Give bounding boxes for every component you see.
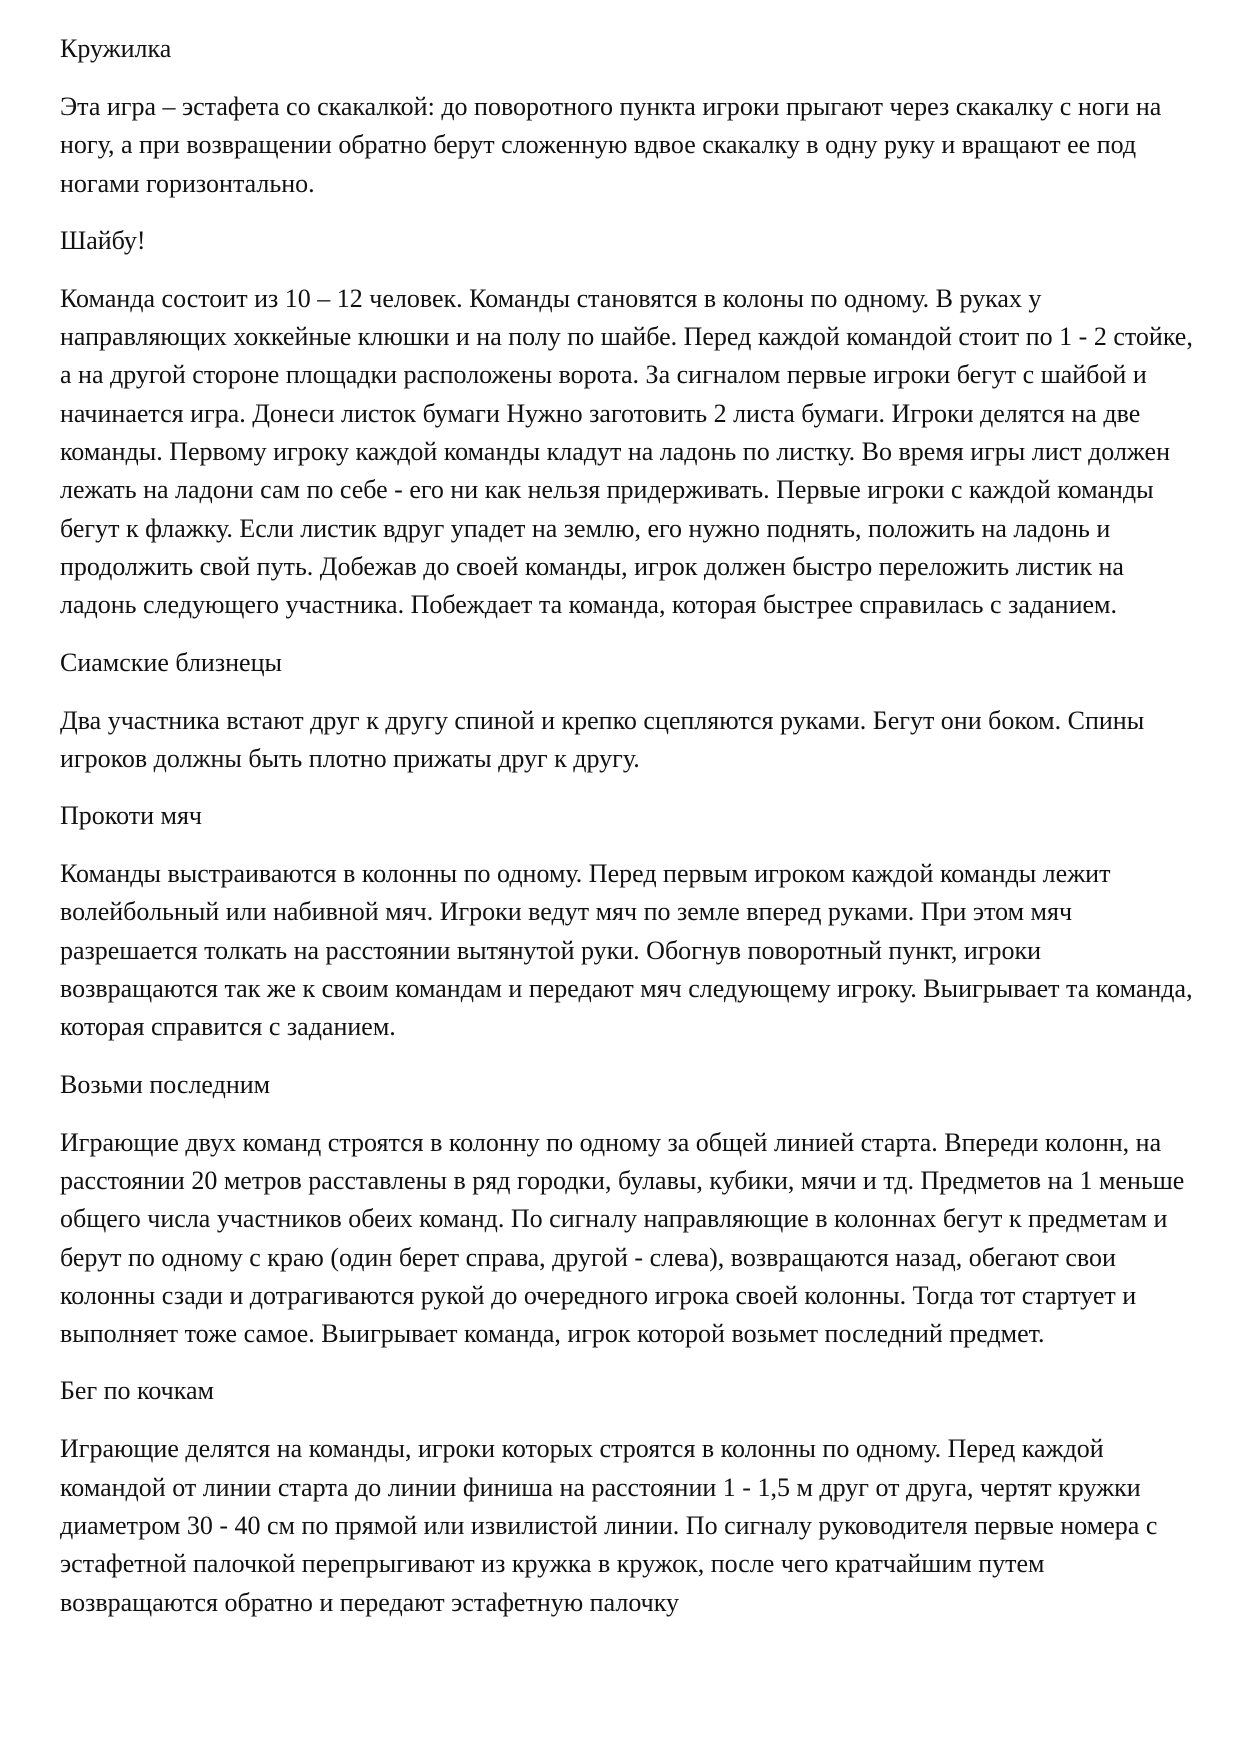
section-title: Прокоти мяч: [60, 801, 203, 831]
section-title: Бег по кочкам: [60, 1376, 214, 1406]
section-title: Возьми последним: [60, 1069, 271, 1099]
section-text: Играющие двух команд строятся в колонну по одному за общей линией старта. Впереди колонн, на расстоянии 20 метров расставлены в ряд городки, булавы, кубики, мячи и тд. Предметов на 1 меньше общего числа участников обеих команд. По сигналу направляющие в колоннах бегут к предметам и берут по одному с краю (один берет справа, другой - слева), возвращаются назад, обегают свои колонны сзади и дотрагиваются рукой до очередного игрока своей колонны. Тогда тот стартует и выполняет тоже самое. Выигрывает команда, игрок которой возьмет последний предмет.: [60, 1127, 1185, 1349]
section-shaibu: [60, 222, 1200, 625]
section-prokoti-myach: [60, 797, 1200, 1046]
section-text: Команда состоит из 10 – 12 человек. Команды становятся в колоны по одному. В руках у направляющих хоккейные клюшки и на полу по шайбе. Перед каждой командой стоит по 1 - 2 стойке, а на другой стороне площадки расположены ворота. За сигналом первые игроки бегут с шайбой и начинается игра. Донеси листок бумаги Нужно заготовить 2 листа бумаги. Игроки делятся на две команды. Первому игроку каждой команды кладут на ладонь по листку. Во время игры лист должен лежать на ладони сам по себе - его ни как нельзя придерживать. Первые игроки с каждой команды бегут к флажку. Если листик вдруг упадет на землю, его нужно поднять, положить на ладонь и продолжить свой путь. Добежав до своей команды, игрок должен быстро переложить листик на ладонь следующего участника. Побеждает та команда, которая быстрее справилась с заданием.: [60, 283, 1193, 620]
section-text: Команды выстраиваются в колонны по одному. Перед первым игроком каждой команды лежит волейбольный или набивной мяч. Игроки ведут мяч по земле вперед руками. При этом мяч разрешается толкать на расстоянии вытянутой руки. Обогнув поворотный пункт, игроки возвращаются так же к своим командам и передают мяч следующему игроку. Выигрывает та команда, которая справится с заданием.: [60, 859, 1193, 1042]
section-siamskie-bliznecy: [60, 644, 1200, 779]
section-text: Играющие делятся на команды, игроки которых строятся в колонны по одному. Перед каждой командой от линии старта до линии финиша на расстоянии 1 - 1,5 м друг от друга, чертят кружки диаметром 30 - 40 см по прямой или извилистой линии. По сигналу руководителя первые номера с эстафетной палочкой перепрыгивают из кружка в кружок, после чего кратчайшим путем возвращаются обратно и передают эстафетную палочку: [60, 1434, 1158, 1617]
section-title: Шайбу!: [60, 225, 146, 255]
section-vozmi-poslednim: [60, 1066, 1200, 1354]
section-beg-po-kochkam: [60, 1372, 1200, 1621]
section-title: Сиамские близнецы: [60, 647, 282, 677]
section-kruzhilka: [60, 30, 1200, 203]
section-title: Кружилка: [60, 34, 172, 63]
document-page: [60, 30, 1200, 1641]
section-text: Два участника встают друг к другу спиной и крепко сцепляются руками. Бегут они боком. Спины игроков должны быть плотно прижаты друг к другу.: [60, 705, 1145, 773]
section-text: Эта игра – эстафета со скакалкой: до поворотного пункта игроки прыгают через скакалку с ноги на ногу, а при возвращении обратно берут сложенную вдвое скакалку в одну руку и вращают ее под ногами горизонтально.: [60, 92, 1162, 198]
